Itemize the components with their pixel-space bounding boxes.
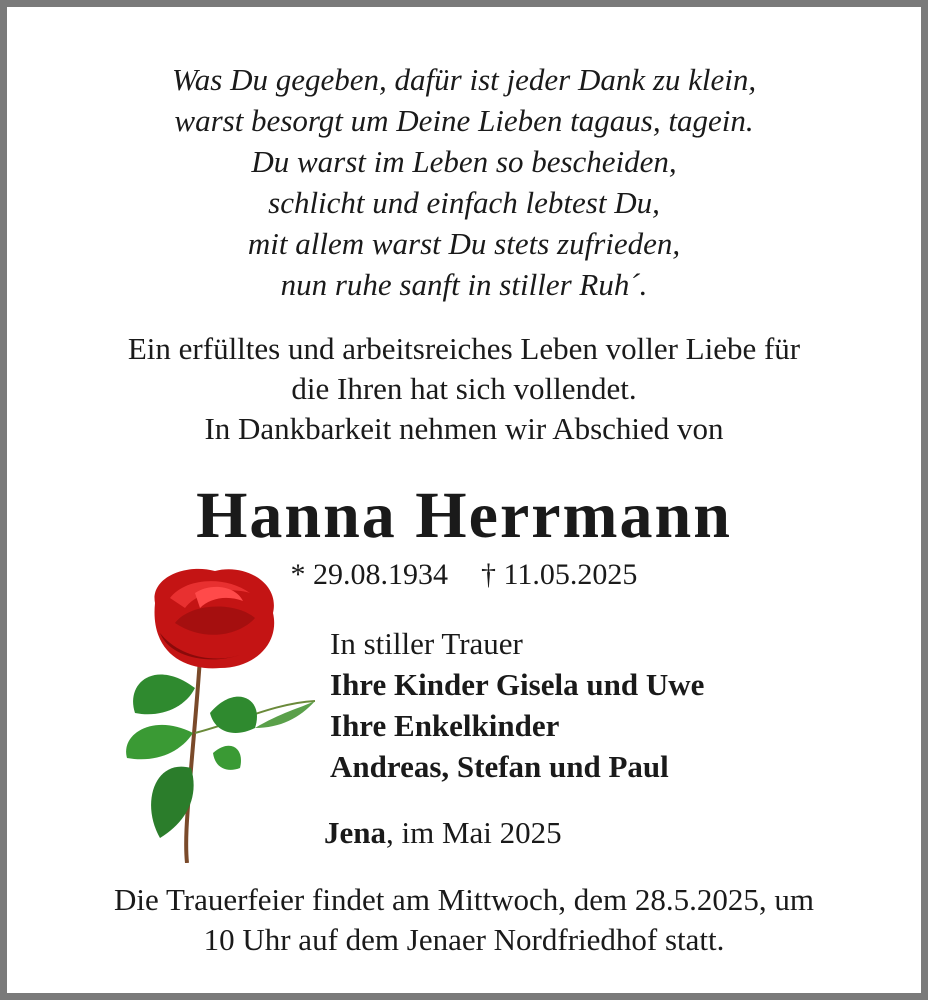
intro-text xyxy=(7,329,921,449)
red-rose-icon xyxy=(115,563,325,863)
poem-line: warst besorgt um Deine Lieben tagaus, tagein. xyxy=(174,103,754,138)
poem-line: mit allem warst Du stets zufrieden, xyxy=(247,226,681,261)
poem-line: schlicht und einfach lebtest Du, xyxy=(268,185,660,220)
mourner-line: Ihre Kinder Gisela und Uwe xyxy=(330,667,705,702)
funeral-line: 10 Uhr auf dem Jenaer Nordfriedhof statt. xyxy=(203,922,725,957)
death-symbol: † xyxy=(481,558,497,591)
birth-date: 29.08.1934 xyxy=(313,558,449,591)
place-city: Jena xyxy=(324,815,386,850)
funeral-notice xyxy=(7,880,921,960)
place-date xyxy=(324,813,562,853)
place-date-text: , im Mai 2025 xyxy=(386,815,562,850)
poem xyxy=(7,59,921,305)
mourner-line: Ihre Enkelkinder xyxy=(330,708,560,743)
intro-line: In Dankbarkeit nehmen wir Abschied von xyxy=(204,411,724,446)
poem-line: nun ruhe sanft in stiller Ruh´. xyxy=(280,267,648,302)
birth-symbol: * xyxy=(290,558,306,591)
obituary-card xyxy=(7,7,921,993)
mourners xyxy=(330,623,704,787)
mourners-intro: In stiller Trauer xyxy=(330,626,523,661)
intro-line: die Ihren hat sich vollendet. xyxy=(291,371,637,406)
intro-line: Ein erfülltes und arbeitsreiches Leben voller Liebe für xyxy=(127,331,801,366)
poem-line: Du warst im Leben so bescheiden, xyxy=(251,144,677,179)
mourner-line: Andreas, Stefan und Paul xyxy=(330,749,669,784)
poem-line: Was Du gegeben, dafür ist jeder Dank zu klein, xyxy=(171,62,757,97)
funeral-line: Die Trauerfeier findet am Mittwoch, dem 28.5.2025, um xyxy=(114,882,814,917)
death-date: 11.05.2025 xyxy=(503,558,638,591)
deceased-name: Hanna Herrmann xyxy=(196,479,732,552)
